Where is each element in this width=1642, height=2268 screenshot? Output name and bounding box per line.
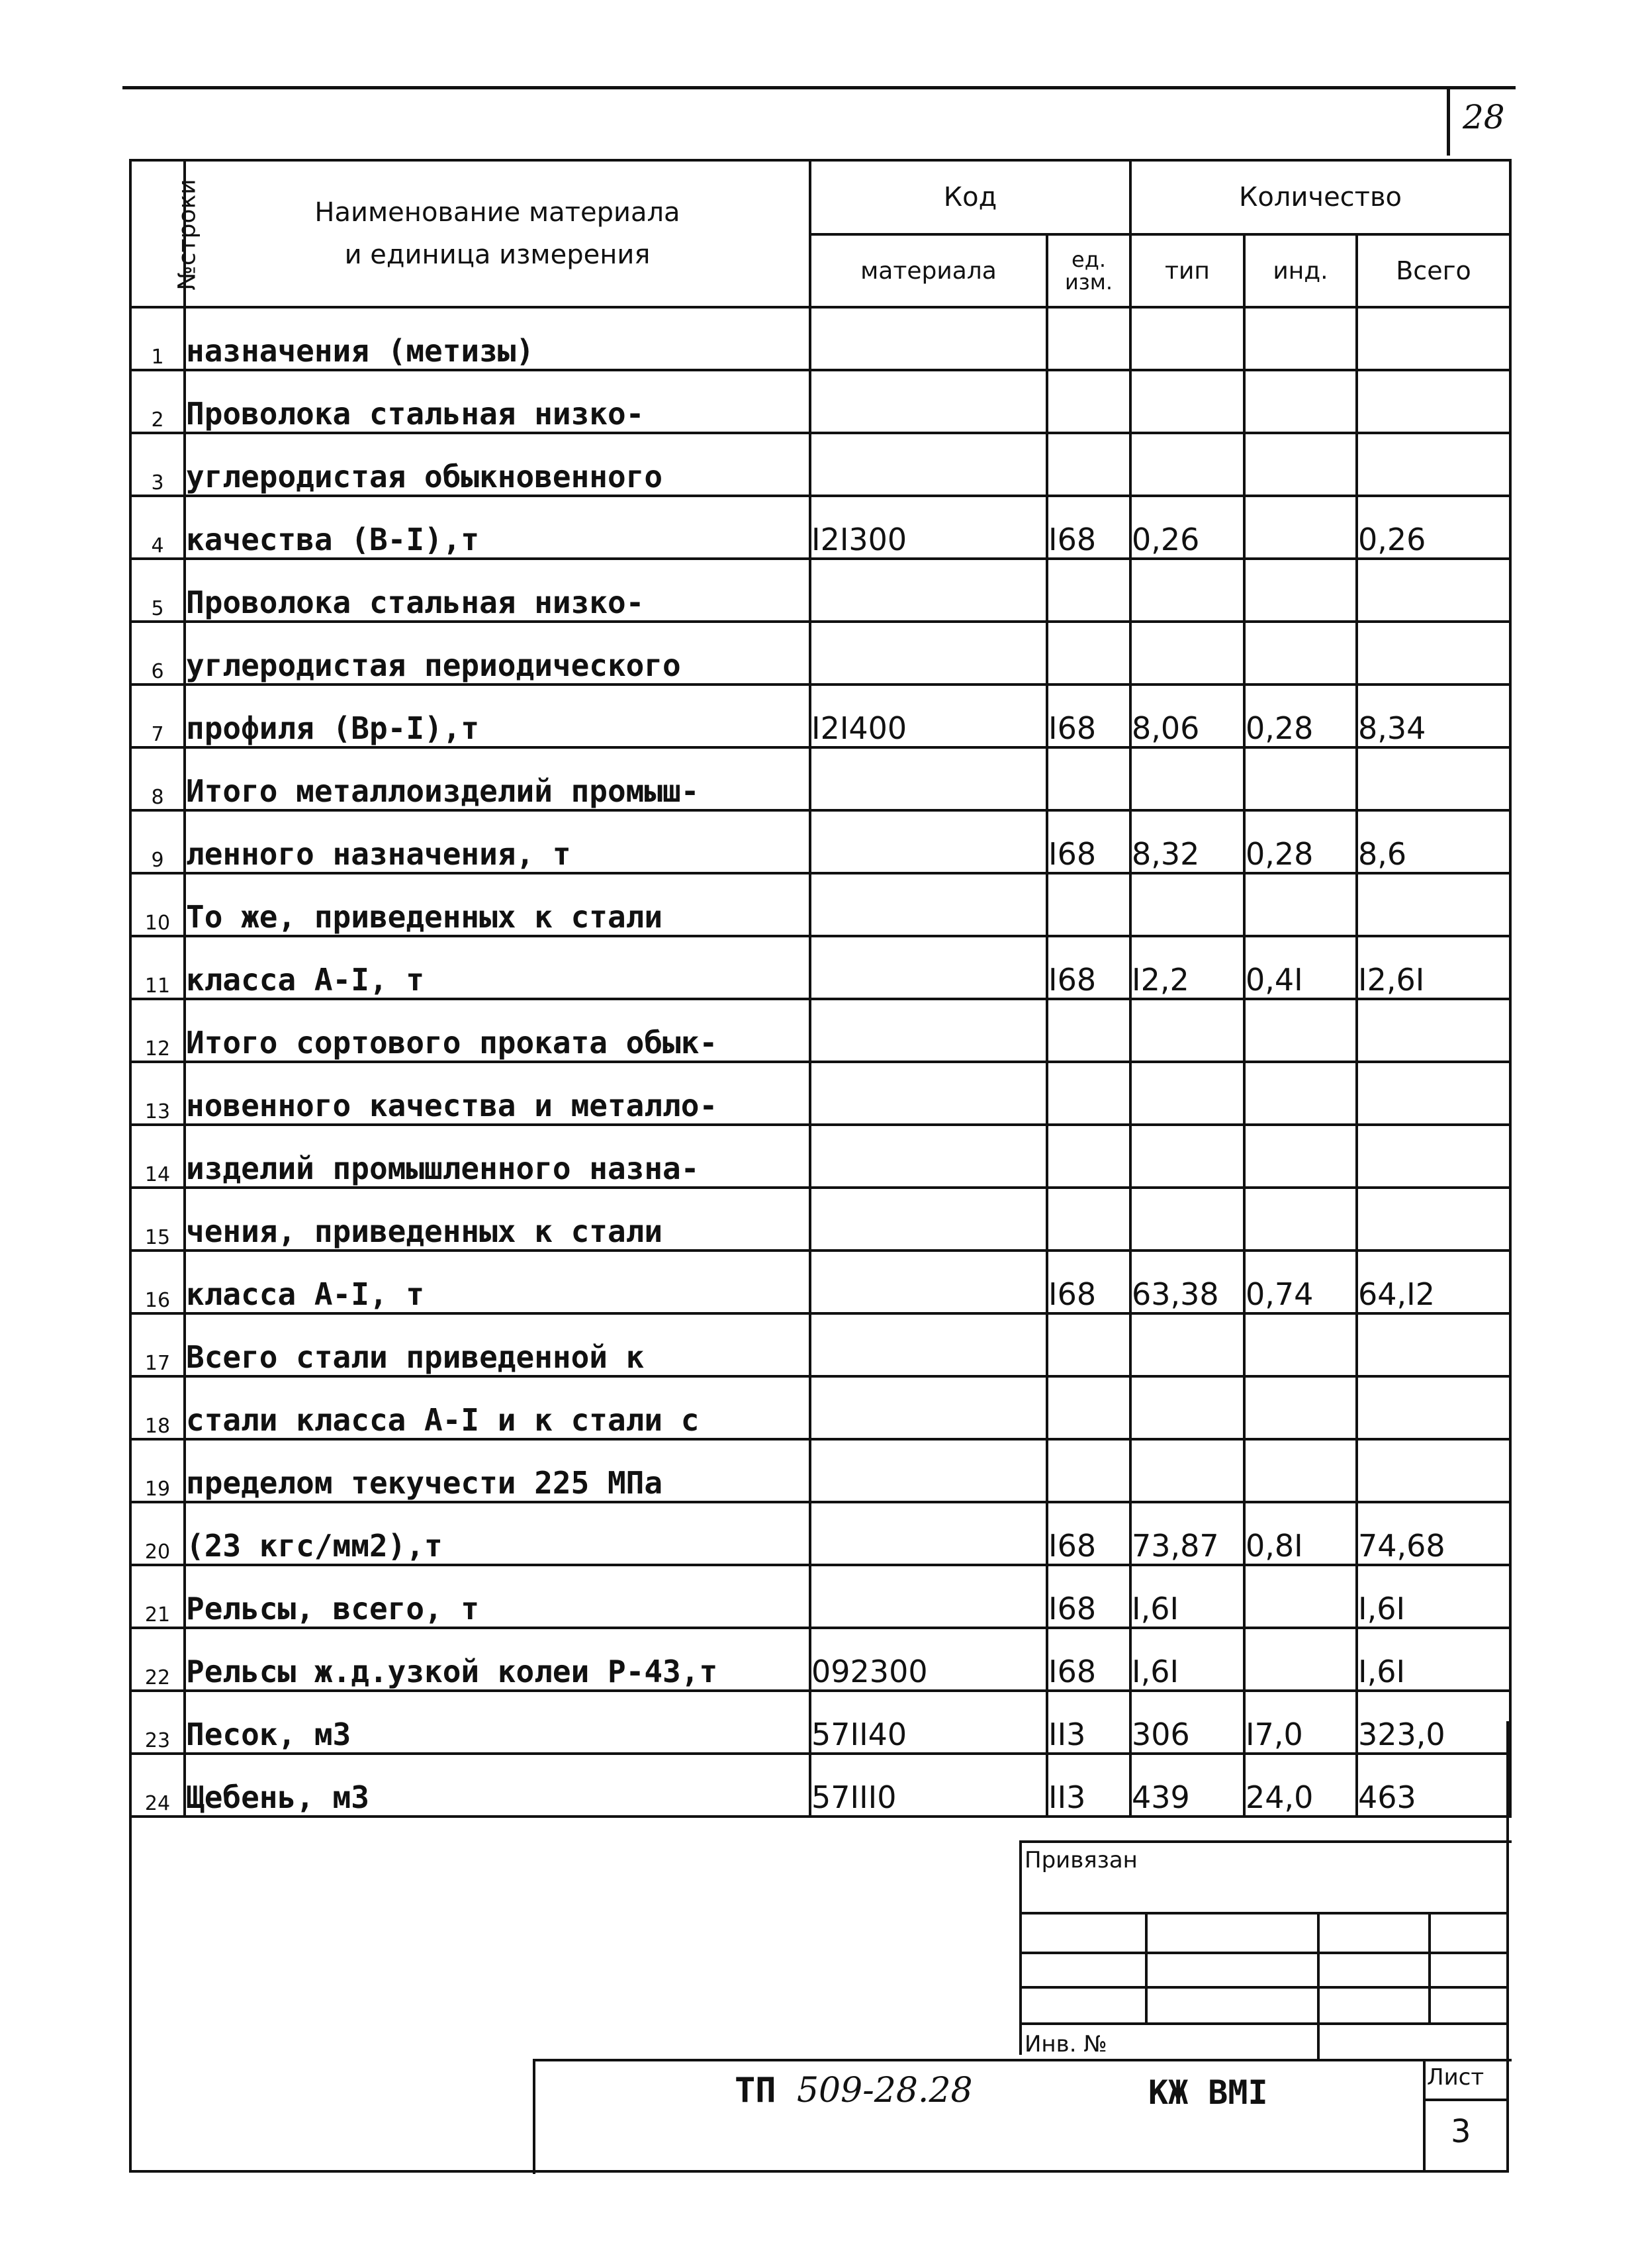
- table-row: [130, 1062, 1510, 1125]
- row-number: 19: [130, 1439, 185, 1502]
- qty-total: [1357, 1439, 1510, 1502]
- privyazan-grid-line: [1019, 1986, 1509, 1989]
- table-row: [130, 1565, 1510, 1628]
- material-code: [810, 1251, 1047, 1313]
- material-code: [810, 370, 1047, 433]
- table-row: [130, 1439, 1510, 1502]
- header-material-name: Наименование материала и единица измерения: [185, 160, 810, 307]
- row-number: 16: [130, 1251, 185, 1313]
- row-number: 7: [130, 685, 185, 747]
- unit-code: [1047, 873, 1130, 936]
- qty-type: 0,26: [1130, 496, 1244, 559]
- sheet-number: 3: [1451, 2113, 1471, 2150]
- material-name: То же, приведенных к стали: [185, 873, 810, 936]
- qty-type: 8,06: [1130, 685, 1244, 747]
- material-code: [810, 1565, 1047, 1628]
- material-code: [810, 622, 1047, 685]
- table-row: [130, 370, 1510, 433]
- table-row: [130, 873, 1510, 936]
- qty-type: [1130, 1376, 1244, 1439]
- unit-code: [1047, 370, 1130, 433]
- top-rule: [122, 86, 1516, 89]
- qty-type: I,6I: [1130, 1628, 1244, 1691]
- material-code: 57II40: [810, 1691, 1047, 1754]
- qty-ind: [1244, 1125, 1357, 1188]
- unit-code: I68: [1047, 1502, 1130, 1565]
- row-number: 11: [130, 936, 185, 999]
- unit-code: I68: [1047, 685, 1130, 747]
- material-code: [810, 747, 1047, 810]
- material-code: [810, 1439, 1047, 1502]
- privyazan-grid-line: [1019, 1952, 1509, 1954]
- material-name: Щебень, м3: [185, 1754, 810, 1817]
- table-row: [130, 433, 1510, 496]
- qty-ind: 0,4I: [1244, 936, 1357, 999]
- table-row: [130, 747, 1510, 810]
- header-qty-total: Всего: [1357, 234, 1510, 307]
- row-number: 13: [130, 1062, 185, 1125]
- privyazan-grid-line: [1145, 1912, 1148, 2022]
- material-name: (23 кгс/мм2),т: [185, 1502, 810, 1565]
- privyazan-grid-line: [1019, 1912, 1509, 1914]
- row-number: 22: [130, 1628, 185, 1691]
- qty-type: [1130, 1188, 1244, 1251]
- unit-code: [1047, 1376, 1130, 1439]
- qty-total: [1357, 307, 1510, 370]
- qty-type: [1130, 1062, 1244, 1125]
- qty-ind: 0,28: [1244, 810, 1357, 873]
- unit-code: [1047, 1313, 1130, 1376]
- title-block: [533, 2059, 1512, 2174]
- unit-code: [1047, 999, 1130, 1062]
- row-number: 3: [130, 433, 185, 496]
- header-qty-type: тип: [1130, 234, 1244, 307]
- material-name: качества (В-I),т: [185, 496, 810, 559]
- qty-ind: [1244, 496, 1357, 559]
- material-code: [810, 1125, 1047, 1188]
- table-row: [130, 559, 1510, 622]
- qty-total: [1357, 622, 1510, 685]
- qty-type: [1130, 1313, 1244, 1376]
- material-name: углеродистая периодического: [185, 622, 810, 685]
- unit-code: [1047, 622, 1130, 685]
- material-code: I2I400: [810, 685, 1047, 747]
- qty-type: I,6I: [1130, 1565, 1244, 1628]
- qty-ind: 0,28: [1244, 685, 1357, 747]
- row-number: 18: [130, 1376, 185, 1439]
- row-number: 9: [130, 810, 185, 873]
- table-row: [130, 1125, 1510, 1188]
- privyazan-grid-line: [1428, 1912, 1431, 2022]
- table-row: [130, 999, 1510, 1062]
- row-number: 12: [130, 999, 185, 1062]
- unit-code: [1047, 433, 1130, 496]
- unit-code: I68: [1047, 936, 1130, 999]
- page-number: 28: [1463, 98, 1505, 136]
- qty-total: 0,26: [1357, 496, 1510, 559]
- material-code: I2I300: [810, 496, 1047, 559]
- table-row: [130, 1376, 1510, 1439]
- table-row: [130, 1754, 1510, 1817]
- material-name: класса А-I, т: [185, 1251, 810, 1313]
- material-name: изделий промышленного назна-: [185, 1125, 810, 1188]
- material-name: профиля (Вр-I),т: [185, 685, 810, 747]
- qty-ind: [1244, 1439, 1357, 1502]
- unit-code: I68: [1047, 1628, 1130, 1691]
- privyazan-grid-line: [1019, 2022, 1509, 2025]
- qty-total: [1357, 1376, 1510, 1439]
- unit-code: [1047, 1062, 1130, 1125]
- qty-total: [1357, 370, 1510, 433]
- qty-total: [1357, 1313, 1510, 1376]
- material-name: углеродистая обыкновенного: [185, 433, 810, 496]
- unit-code: [1047, 1439, 1130, 1502]
- qty-ind: 0,74: [1244, 1251, 1357, 1313]
- sheet-label: Лист: [1427, 2064, 1484, 2091]
- qty-type: 63,38: [1130, 1251, 1244, 1313]
- header-code: Код: [810, 160, 1130, 234]
- row-number: 5: [130, 559, 185, 622]
- material-code: [810, 1376, 1047, 1439]
- qty-total: 463: [1357, 1754, 1510, 1817]
- unit-code: [1047, 559, 1130, 622]
- qty-total: [1357, 559, 1510, 622]
- qty-total: 8,34: [1357, 685, 1510, 747]
- material-code: 092300: [810, 1628, 1047, 1691]
- inventory-number-label: Инв. №: [1025, 2031, 1107, 2057]
- qty-total: I2,6I: [1357, 936, 1510, 999]
- table-row: [130, 622, 1510, 685]
- material-code: [810, 873, 1047, 936]
- table-row: [130, 1313, 1510, 1376]
- material-name: новенного качества и металло-: [185, 1062, 810, 1125]
- row-number: 4: [130, 496, 185, 559]
- qty-ind: [1244, 307, 1357, 370]
- material-name: назначения (метизы): [185, 307, 810, 370]
- row-number: 6: [130, 622, 185, 685]
- qty-total: [1357, 873, 1510, 936]
- document-code: ТП 509-28.28: [735, 2071, 973, 2110]
- qty-ind: I7,0: [1244, 1691, 1357, 1754]
- material-name: Проволока стальная низко-: [185, 370, 810, 433]
- table-row: [130, 936, 1510, 999]
- material-name: Песок, м3: [185, 1691, 810, 1754]
- qty-ind: [1244, 747, 1357, 810]
- material-name: пределом текучести 225 МПа: [185, 1439, 810, 1502]
- row-number: 21: [130, 1565, 185, 1628]
- qty-total: 323,0: [1357, 1691, 1510, 1754]
- qty-type: [1130, 559, 1244, 622]
- row-number: 15: [130, 1188, 185, 1251]
- qty-type: [1130, 1125, 1244, 1188]
- document-mark: КЖ ВМI: [1148, 2073, 1268, 2112]
- material-name: ленного назначения, т: [185, 810, 810, 873]
- qty-ind: [1244, 1188, 1357, 1251]
- material-code: [810, 999, 1047, 1062]
- qty-type: I2,2: [1130, 936, 1244, 999]
- qty-ind: [1244, 999, 1357, 1062]
- material-name: Рельсы, всего, т: [185, 1565, 810, 1628]
- material-name: Итого металлоизделий промыш-: [185, 747, 810, 810]
- table-row: [130, 1251, 1510, 1313]
- qty-ind: [1244, 559, 1357, 622]
- material-code: [810, 1062, 1047, 1125]
- table-row: [130, 307, 1510, 370]
- row-number: 14: [130, 1125, 185, 1188]
- unit-code: II3: [1047, 1691, 1130, 1754]
- material-code: [810, 559, 1047, 622]
- qty-ind: [1244, 622, 1357, 685]
- qty-total: 8,6: [1357, 810, 1510, 873]
- header-code-unit: ед. изм.: [1047, 234, 1130, 307]
- table-row: [130, 496, 1510, 559]
- unit-code: [1047, 1125, 1130, 1188]
- header-quantity: Количество: [1130, 160, 1510, 234]
- material-name: Рельсы ж.д.узкой колеи Р-43,т: [185, 1628, 810, 1691]
- qty-ind: [1244, 1062, 1357, 1125]
- qty-type: [1130, 370, 1244, 433]
- qty-type: 306: [1130, 1691, 1244, 1754]
- material-name: Проволока стальная низко-: [185, 559, 810, 622]
- privyazan-grid-line: [1317, 1912, 1320, 2059]
- unit-code: I68: [1047, 810, 1130, 873]
- qty-ind: [1244, 433, 1357, 496]
- row-number: 1: [130, 307, 185, 370]
- unit-code: [1047, 747, 1130, 810]
- material-code: [810, 810, 1047, 873]
- row-number: 8: [130, 747, 185, 810]
- qty-ind: 24,0: [1244, 1754, 1357, 1817]
- unit-code: I68: [1047, 1565, 1130, 1628]
- unit-code: [1047, 1188, 1130, 1251]
- material-code: [810, 1188, 1047, 1251]
- material-code: 57III0: [810, 1754, 1047, 1817]
- qty-type: [1130, 622, 1244, 685]
- row-number: 2: [130, 370, 185, 433]
- qty-type: [1130, 1439, 1244, 1502]
- row-number: 20: [130, 1502, 185, 1565]
- unit-code: II3: [1047, 1754, 1130, 1817]
- qty-total: [1357, 1062, 1510, 1125]
- header-row-number: №строки: [130, 160, 185, 307]
- qty-ind: 0,8I: [1244, 1502, 1357, 1565]
- qty-ind: [1244, 873, 1357, 936]
- qty-type: [1130, 307, 1244, 370]
- unit-code: I68: [1047, 496, 1130, 559]
- material-code: [810, 936, 1047, 999]
- qty-type: [1130, 999, 1244, 1062]
- qty-type: [1130, 433, 1244, 496]
- frame-left-border: [129, 1721, 132, 2171]
- qty-type: 8,32: [1130, 810, 1244, 873]
- qty-type: [1130, 873, 1244, 936]
- table-row: [130, 1188, 1510, 1251]
- qty-ind: [1244, 1376, 1357, 1439]
- qty-total: [1357, 1125, 1510, 1188]
- unit-code: [1047, 307, 1130, 370]
- qty-ind: [1244, 1628, 1357, 1691]
- table-row: [130, 685, 1510, 747]
- row-number: 10: [130, 873, 185, 936]
- qty-total: 64,I2: [1357, 1251, 1510, 1313]
- privyazan-label: Привязан: [1025, 1847, 1138, 1873]
- material-code: [810, 1313, 1047, 1376]
- header-qty-ind: инд.: [1244, 234, 1357, 307]
- qty-type: [1130, 747, 1244, 810]
- qty-total: [1357, 999, 1510, 1062]
- sheet-divider: [1423, 2099, 1509, 2101]
- qty-total: [1357, 1188, 1510, 1251]
- qty-total: I,6I: [1357, 1628, 1510, 1691]
- qty-total: [1357, 747, 1510, 810]
- material-code: [810, 1502, 1047, 1565]
- material-name: стали класса А-I и к стали с: [185, 1376, 810, 1439]
- qty-type: 73,87: [1130, 1502, 1244, 1565]
- material-code: [810, 433, 1047, 496]
- row-number: 23: [130, 1691, 185, 1754]
- material-code: [810, 307, 1047, 370]
- material-name: Всего стали приведенной к: [185, 1313, 810, 1376]
- qty-total: 74,68: [1357, 1502, 1510, 1565]
- qty-ind: [1244, 1313, 1357, 1376]
- table-row: [130, 1502, 1510, 1565]
- material-name: чения, приведенных к стали: [185, 1188, 810, 1251]
- qty-ind: [1244, 1565, 1357, 1628]
- header-code-material: материала: [810, 234, 1047, 307]
- table-row: [130, 1691, 1510, 1754]
- specification-table: [129, 159, 1512, 1818]
- qty-type: 439: [1130, 1754, 1244, 1817]
- row-number: 17: [130, 1313, 185, 1376]
- qty-ind: [1244, 370, 1357, 433]
- table-row: [130, 810, 1510, 873]
- qty-total: [1357, 433, 1510, 496]
- unit-code: I68: [1047, 1251, 1130, 1313]
- qty-total: I,6I: [1357, 1565, 1510, 1628]
- material-name: Итого сортового проката обык-: [185, 999, 810, 1062]
- row-number: 24: [130, 1754, 185, 1817]
- table-row: [130, 1628, 1510, 1691]
- material-name: класса А-I, т: [185, 936, 810, 999]
